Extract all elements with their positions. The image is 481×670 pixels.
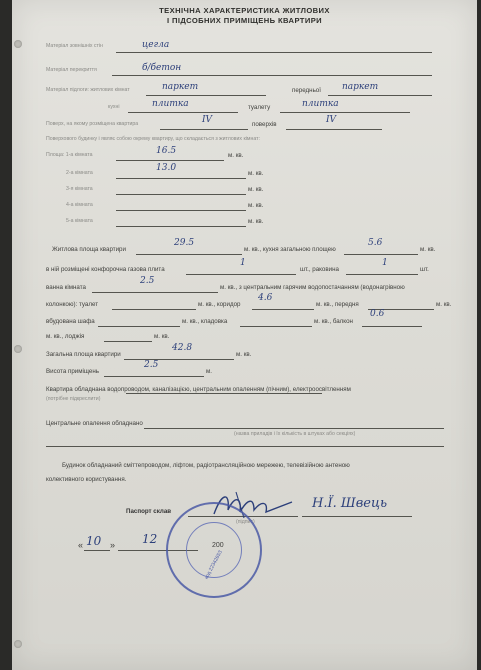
room-3-label: 3-я кімната	[66, 186, 93, 192]
kitchen-floor-line	[128, 112, 238, 113]
equipment-line1: Квартира обладнана водопроводом, каналізацією, центральним опаленням (пічним), електроосвітленням	[46, 386, 351, 393]
room-2-value: 13.0	[156, 163, 177, 173]
loggia-label: м. кв., лоджія	[46, 333, 85, 340]
height-value: 2.5	[144, 360, 159, 370]
total-area-line	[124, 359, 234, 360]
room-2-unit: м. кв.	[248, 170, 264, 177]
building-equipment-line1: Будинок обладнаний сміттепроводом, ліфтом, радіотрансляційною мережею, телевізійною антеною	[62, 462, 350, 469]
hall-floor-label: передньої	[292, 87, 321, 94]
floor-value: IV	[202, 115, 213, 125]
date-month: 12	[142, 532, 158, 546]
punch-hole	[14, 640, 22, 648]
kitchen-area-unit: м. кв.	[420, 246, 436, 253]
floors-line	[146, 95, 266, 96]
room-5-line	[116, 226, 246, 227]
column-toilet-label: колонкою): туалет	[46, 301, 99, 308]
punch-hole	[14, 40, 22, 48]
kitchen-area-label: м. кв., кухня загальною площею	[244, 246, 336, 253]
walls-label: Матеріал зовнішніх стін	[46, 43, 103, 49]
storeys-line	[286, 129, 382, 130]
heating-hint: (назва приладів і їх кількість в штуках або секціях)	[234, 431, 356, 437]
stove-line	[186, 274, 296, 275]
balcony-value: 0.6	[370, 309, 385, 319]
room-1-line	[116, 160, 224, 161]
heating-label: Центральне опалення обладнано	[46, 420, 143, 427]
room-5-label: 5-а кімната	[66, 218, 93, 224]
punch-hole	[14, 345, 22, 353]
room-2-label: 2-а кімната	[66, 170, 93, 176]
floor-line	[160, 129, 248, 130]
equipment-underline	[126, 393, 322, 394]
kitchen-area-line	[344, 254, 418, 255]
balcony-label: м. кв., балкон	[314, 318, 353, 325]
room-4-unit: м. кв.	[248, 202, 264, 209]
sink-label: шт., раковина	[300, 266, 339, 273]
balcony-line	[362, 326, 422, 327]
room-2-line	[116, 178, 246, 179]
room-3-line	[116, 194, 246, 195]
building-equipment-line2: колективного користування.	[46, 476, 127, 483]
date-quote: «	[78, 540, 84, 550]
stove-value: 1	[240, 258, 246, 268]
signer-name-line	[302, 516, 412, 517]
room-5-unit: м. кв.	[248, 218, 264, 225]
pantry-line	[240, 326, 312, 327]
room-1-value: 16.5	[156, 146, 177, 156]
stamp-number: код 22342653	[203, 549, 224, 581]
corridor-value: 4.6	[258, 293, 273, 303]
corridor-label: м. кв., коридор	[198, 301, 241, 308]
building-description: Поверхового будинку і являє собою окрему квартиру, що складається з житлових кімнат:	[46, 136, 260, 142]
walls-value: цегла	[142, 40, 170, 50]
total-area-value: 42.8	[172, 343, 193, 353]
walls-line	[116, 52, 432, 53]
room-1-label: Площа: 1-а кімната	[46, 152, 93, 158]
room-1-unit: м. кв.	[228, 152, 244, 159]
room-4-label: 4-а кімната	[66, 202, 93, 208]
corridor-line	[252, 309, 314, 310]
date-year: 200	[212, 542, 224, 549]
partitions-label: Матеріал перекриття	[46, 67, 97, 73]
toilet-floor-value: плитка	[302, 99, 339, 109]
heating-line-2	[46, 446, 444, 447]
heating-line	[144, 428, 444, 429]
wardrobe-label: вбудована шафа	[46, 318, 95, 325]
floors-label: Матеріал підлоги: житлових кімнат	[46, 87, 130, 93]
room-3-unit: м. кв.	[248, 186, 264, 193]
document-sheet	[12, 0, 477, 670]
living-area-line	[136, 254, 242, 255]
bath-tail: м. кв., з центральним гарячим водопостачанням (водонагрівною	[220, 284, 405, 291]
living-area-label: Житлова площа квартири	[52, 246, 126, 253]
toilet-floor-label: туалету	[248, 104, 271, 111]
kitchen-floor-value: плитка	[152, 99, 189, 109]
partitions-value: б/бетон	[142, 63, 182, 73]
date-quote: »	[110, 540, 116, 550]
signature-label: Паспорт склав	[126, 508, 172, 515]
equipment-hint: (потрібне підкреслити)	[46, 396, 101, 402]
stove-label: в ній розміщені конфорочна газова плита	[46, 266, 165, 273]
sink-value: 1	[382, 258, 388, 268]
kitchen-floor-label: кухні	[108, 104, 120, 110]
date-day-line	[84, 550, 110, 551]
total-area-unit: м. кв.	[236, 351, 252, 358]
pantry-label: м. кв., кладовка	[182, 318, 228, 325]
signer-name: Н.Ї. Швець	[312, 496, 388, 511]
total-area-label: Загальна площа квартири	[46, 351, 121, 358]
sink-unit: шт.	[420, 266, 429, 273]
bath-value: 2.5	[140, 276, 155, 286]
living-area-value: 29.5	[174, 238, 195, 248]
signature-hint: (підпис)	[236, 519, 255, 525]
bath-label: ванна кімната	[46, 284, 86, 291]
storeys-label: поверхів	[252, 121, 277, 128]
document-title-line1: ТЕХНІЧНА ХАРАКТЕРИСТИКА ЖИТЛОВИХ	[159, 6, 330, 15]
room-4-line	[116, 210, 246, 211]
date-day: 10	[86, 534, 102, 548]
hall-floor-line	[328, 95, 432, 96]
hall-area-label: м. кв., передня	[316, 301, 359, 308]
kitchen-area-value: 5.6	[368, 238, 383, 248]
document-title-line2: І ПІДСОБНИХ ПРИМІЩЕНЬ КВАРТИРИ	[166, 16, 323, 25]
toilet-floor-line	[280, 112, 410, 113]
height-line	[104, 376, 204, 377]
loggia-unit: м. кв.	[154, 333, 170, 340]
height-label: Висота приміщень	[46, 368, 99, 375]
loggia-line	[104, 341, 152, 342]
wardrobe-line	[98, 326, 180, 327]
height-unit: м.	[206, 368, 212, 375]
sink-line	[346, 274, 418, 275]
hall-area-unit: м. кв.	[436, 301, 452, 308]
floors-value: паркет	[162, 82, 199, 92]
floor-label: Поверх, на якому розміщена квартира	[46, 121, 139, 127]
hall-floor-value: паркет	[342, 82, 379, 92]
toilet-area-line	[112, 309, 196, 310]
partitions-line	[112, 75, 432, 76]
bath-line	[92, 292, 218, 293]
storeys-value: IV	[326, 115, 337, 125]
